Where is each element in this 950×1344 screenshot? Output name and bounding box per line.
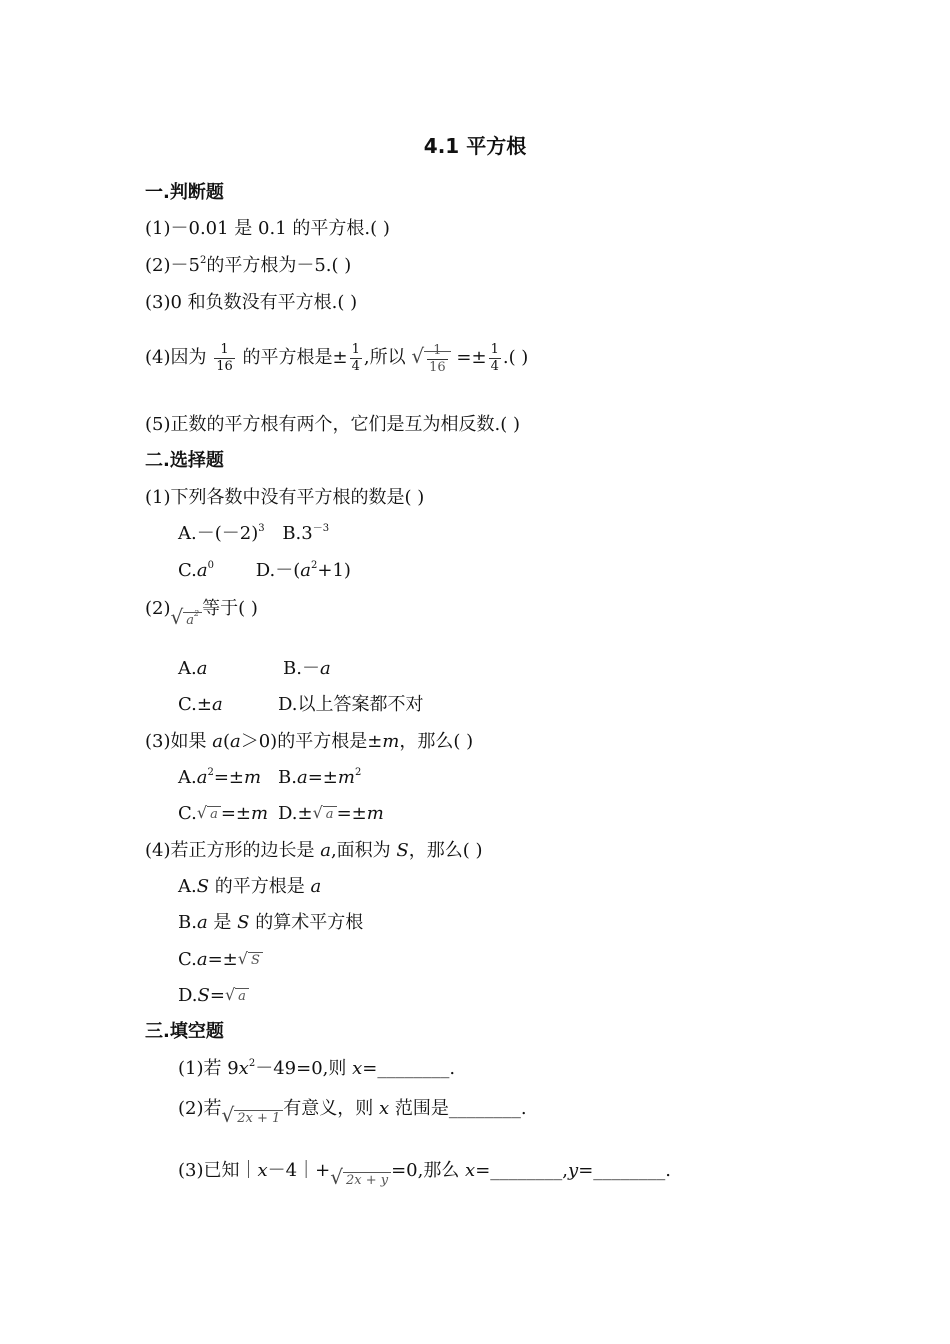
choice-question-4: (4)若正方形的边长是 a,面积为 S，那么( ) xyxy=(145,840,483,861)
fraction-1-4: $\frac{1}{4}$ xyxy=(351,341,360,374)
choice-q2-options-ab: A.a B.－a xyxy=(178,658,331,679)
fraction-1-16: $\frac{1}{16}$ xyxy=(216,341,233,374)
sqrt-a-squared: √ $a^2$ xyxy=(171,606,203,632)
choice-q4-option-d: D.S=√ a xyxy=(178,984,249,1008)
choice-q3-options-cd: C.√ a =±m D.±√ a =±m xyxy=(178,803,384,824)
sqrt-fraction: √ $\frac{1}{16}$ xyxy=(411,338,450,378)
judge-question-5: (5)正数的平方根有两个，它们是互为相反数.( ) xyxy=(145,414,520,435)
choice-q4-option-a: A.S 的平方根是 a xyxy=(178,876,322,897)
choice-question-3: (3)如果 a(a＞0)的平方根是±m，那么( ) xyxy=(145,731,474,752)
sqrt-2x-plus-1: √ 2x + 1 xyxy=(222,1104,284,1130)
choice-q3-options-ab: $A.a^2=\pm m$ $B.a=\pm m^2$ xyxy=(178,767,362,788)
sqrt-a: √ a xyxy=(197,802,221,826)
choice-q4-option-c: C.a=±√ S xyxy=(178,948,263,972)
fraction-1-4-result: $\frac{1}{4}$ xyxy=(490,341,499,374)
judge-question-2: $(2)-5^2$的平方根为－5.( ) xyxy=(145,255,352,276)
choice-q1-options-cd: $C.a^0$ $D.-(a^2+1)$ xyxy=(178,560,351,581)
sqrt-a: √ a xyxy=(313,802,337,826)
section-heading-judge: 一.判断题 xyxy=(145,182,224,203)
section-heading-fill: 三.填空题 xyxy=(145,1021,224,1042)
choice-q4-option-b: B.a 是 S 的算术平方根 xyxy=(178,912,364,933)
choice-q1-options-ab: $A.-(-2)^3$ $B.3^{-3}$ xyxy=(178,523,330,544)
sqrt-a: √ a xyxy=(225,984,249,1008)
page-title: 4.1 平方根 xyxy=(423,134,527,158)
choice-question-1: (1)下列各数中没有平方根的数是( ) xyxy=(145,487,425,508)
choice-q2-options-cd: C.±a D.以上答案都不对 xyxy=(178,694,424,715)
fill-question-2: (2)若√ 2x + 1 有意义，则 x 范围是________. xyxy=(178,1096,527,1122)
section-heading-choice: 二.选择题 xyxy=(145,450,224,471)
judge-question-3: (3)0 和负数没有平方根.( ) xyxy=(145,292,358,313)
fill-question-3: (3)已知｜x－4｜+√ 2x + y =0,那么 x=________,y=________. xyxy=(178,1158,671,1184)
sqrt-s: √ S xyxy=(238,948,263,972)
fill-question-1: (1)若 $9x^2-49=0$,则 x=________. xyxy=(178,1058,456,1079)
judge-question-1: (1)－0.01 是 0.1 的平方根.( ) xyxy=(145,218,390,239)
judge-question-4: (4)因为 $\frac{1}{16}$ 的平方根是± $\frac{1}{4}$ ,所以 √ $\frac{1}{16}$ =± $\frac{1}{4}$ .( ) xyxy=(145,338,528,378)
choice-question-2: (2)√ $a^2$ 等于( ) xyxy=(145,596,258,622)
sqrt-2x-plus-y: √ 2x + y xyxy=(330,1166,391,1192)
